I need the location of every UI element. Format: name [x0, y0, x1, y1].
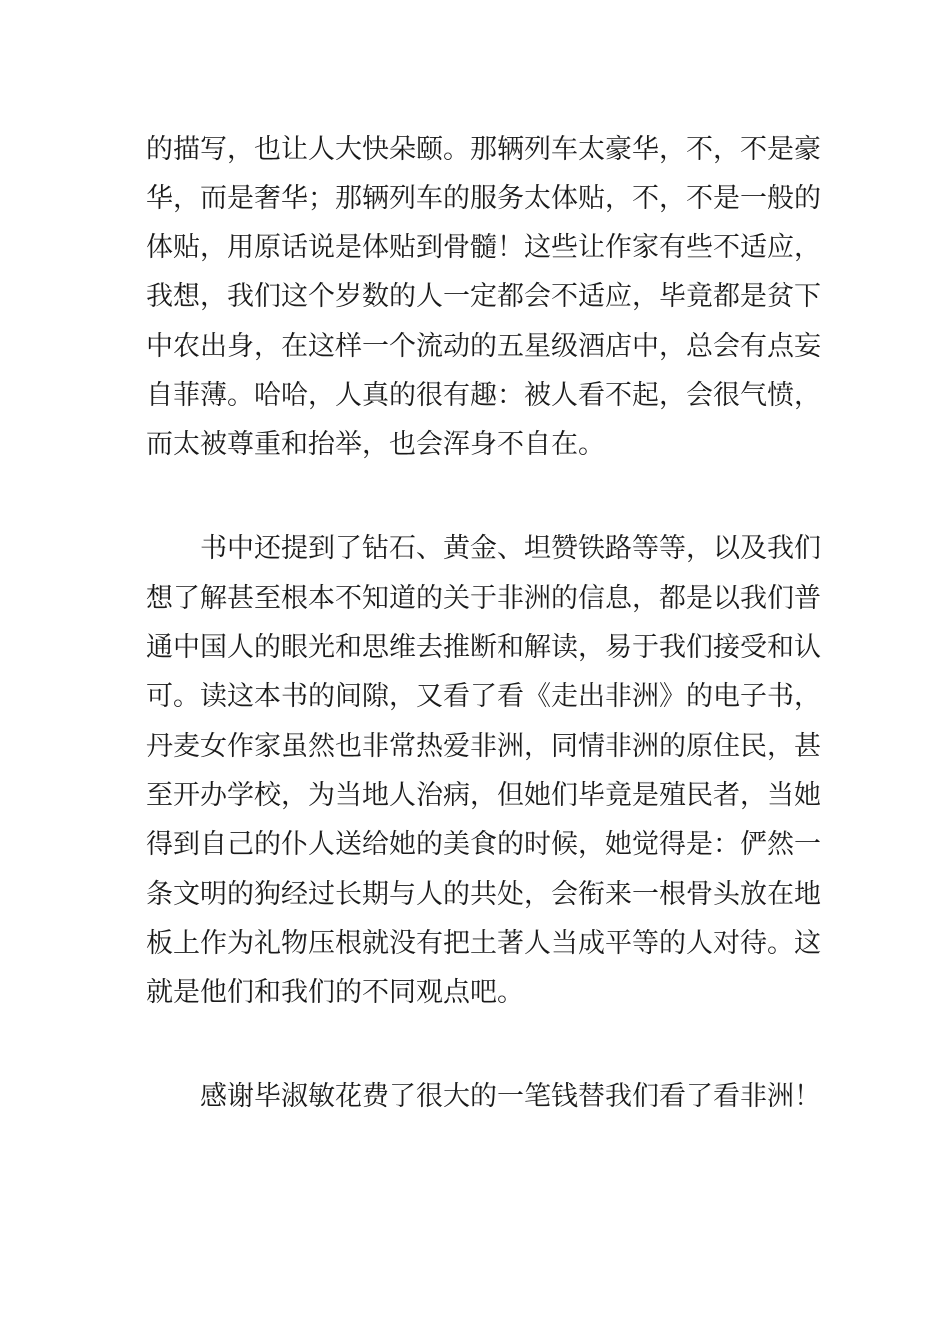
- paragraph-2-line-4: 可。读这本书的间隙，又看了看《走出非洲》的电子书，: [146, 681, 821, 712]
- paragraph-1-line-3: 体贴，用原话说是体贴到骨髓！这些让作家有些不适应，: [146, 232, 821, 263]
- paragraph-2-line-10: 就是他们和我们的不同观点吧。: [146, 977, 524, 1008]
- paragraph-2-line-2: 想了解甚至根本不知道的关于非洲的信息，都是以我们普: [146, 583, 821, 614]
- paragraph-2-line-5: 丹麦女作家虽然也非常热爱非洲，同情非洲的原住民，甚: [146, 731, 821, 762]
- paragraph-1-line-2: 华，而是奢华；那辆列车的服务太体贴，不，不是一般的: [146, 183, 821, 214]
- paragraph-2-line-3: 通中国人的眼光和思维去推断和解读，易于我们接受和认: [146, 632, 821, 663]
- paragraph-3-line-1: 感谢毕淑敏花费了很大的一笔钱替我们看了看非洲！: [200, 1081, 821, 1112]
- paragraph-1-line-1: 的描写，也让人大快朵颐。那辆列车太豪华，不，不是豪: [146, 134, 821, 165]
- paragraph-2-line-6: 至开办学校，为当地人治病，但她们毕竟是殖民者，当她: [146, 780, 821, 811]
- paragraph-1-line-4: 我想，我们这个岁数的人一定都会不适应，毕竟都是贫下: [146, 281, 821, 312]
- paragraph-1-line-7: 而太被尊重和抬举，也会浑身不自在。: [146, 429, 605, 460]
- paragraph-1-line-6: 自菲薄。哈哈，人真的很有趣：被人看不起，会很气愤，: [146, 380, 821, 411]
- paragraph-2-line-9: 板上作为礼物压根就没有把土著人当成平等的人对待。这: [146, 928, 821, 959]
- paragraph-1-line-5: 中农出身，在这样一个流动的五星级酒店中，总会有点妄: [146, 331, 821, 362]
- paragraph-2-line-8: 条文明的狗经过长期与人的共处，会衔来一根骨头放在地: [146, 879, 821, 910]
- paragraph-2-line-1: 书中还提到了钻石、黄金、坦赞铁路等等，以及我们: [200, 533, 821, 564]
- paragraph-2-line-7: 得到自己的仆人送给她的美食的时候，她觉得是：俨然一: [146, 829, 821, 860]
